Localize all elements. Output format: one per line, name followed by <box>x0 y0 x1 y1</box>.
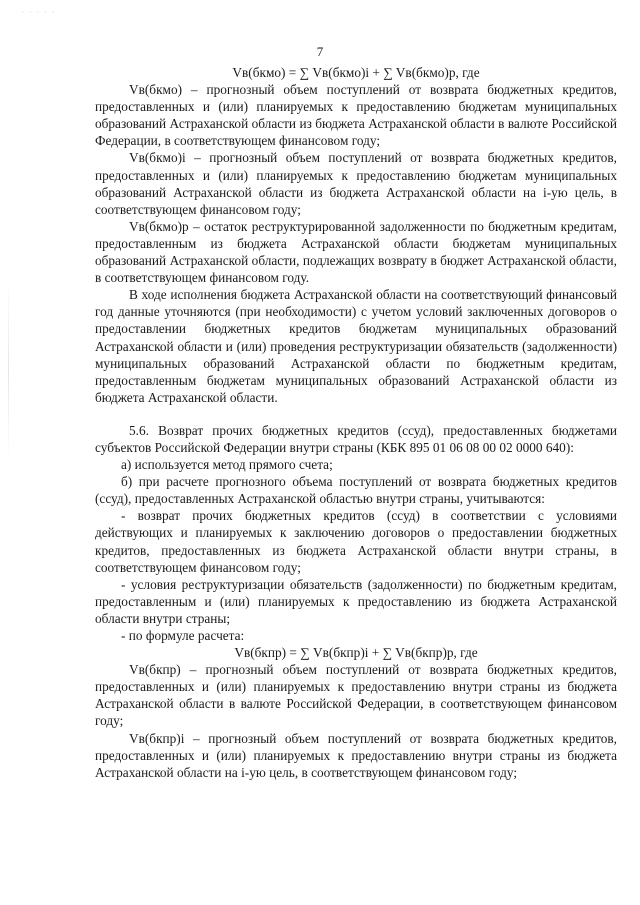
item-a: а) используется метод прямого счета; <box>121 457 333 473</box>
document-body <box>95 64 617 781</box>
section-spacer <box>95 406 617 422</box>
bullet-return-credits: - возврат прочих бюджетных кредитов (ссуд) в соответствии с условиями действующих и планируемых к заключению договоров о предоставлении бюджетных кредитов, предоставленных из бюджета Астраханской области внутри страны, в соответствующем финансовом году; <box>95 508 617 575</box>
definition-bkmo-r: Vв(бкмо)р – остаток реструктурированной задолженности по бюджетным кредитам, предоставленным из бюджета Астраханской области бюджетам муниципальных образований Астраханской области, подлежащих возврату в бюджет Астраханской области, в соответствующем финансовом году. <box>95 218 617 286</box>
page-number: 7 <box>316 44 324 59</box>
bullet-restructuring: - условия реструктуризации обязательств (задолженности) по бюджетным кредитам, предоставленным и (или) планируемых к предоставлению из бюджета Астраханской области внутри страны; <box>95 576 617 626</box>
definition-bkmo-i: Vв(бкмо)i – прогнозный объем поступлений от возврата бюджетных кредитов, предоставленных и (или) планируемых к предоставлению бюджетам муниципальных образований Астраханской области из бюджета Астраханской области на i-ую цель, в соответствующем финансовом году; <box>95 150 617 217</box>
section-heading-5-6: 5.6. Возврат прочих бюджетных кредитов (ссуд), предоставленных бюджетами субъектов Российской Федерации внутри страны (КБК 895 01 06 08 00 02 0000 640): <box>95 422 617 455</box>
definition-bkpr-i: Vв(бкпр)i – прогнозный объем поступлений от возврата бюджетных кредитов, предоставленных и (или) планируемых к предоставлению внутри страны из бюджета Астраханской области на i-ую цель, в соответствующем финансовом году; <box>95 730 617 780</box>
definition-bkpr: Vв(бкпр) – прогнозный объем поступлений от возврата бюджетных кредитов, предоставленных и (или) планируемых к предоставлению внутри страны из бюджета Астраханской области в валюте Российской Федерации, в соответствующем финансовом году; <box>95 662 617 729</box>
bullet-formula-intro: - по формуле расчета: <box>121 628 245 643</box>
definition-bkmo: Vв(бкмо) – прогнозный объем поступлений от возврата бюджетных кредитов, предоставленных и (или) планируемых к предоставлению бюджетам муниципальных образований Астраханской области из бюджета Астраханской области в валюте Российской Федерации, в соответствующем финансовом году; <box>95 82 617 149</box>
formula-bkmo: Vв(бкмо) = ∑ Vв(бкмо)i + ∑ Vв(бкмо)р, где <box>232 65 480 80</box>
scan-artifact: · · · · · <box>22 10 56 16</box>
scan-edge-shadow <box>8 280 9 460</box>
formula-bkpr: Vв(бкпр) = ∑ Vв(бкпр)i + ∑ Vв(бкпр)р, где <box>234 645 478 661</box>
paragraph-execution-note: В ходе исполнения бюджета Астраханской области на соответствующий финансовый год данные уточняются (при необходимости) с учетом условий заключенных договоров о предоставлении бюджетных кредитов бюджетам муниципальных образований Астраханской области и (или) проведения реструктуризации обязательств (задолженности) муниципальных образований Астраханской области по бюджетным кредитам, предоставленным бюджетам муниципальных образований Астраханской области из бюджета Астраханской области. <box>95 287 617 405</box>
item-b: б) при расчете прогнозного объема поступлений от возврата бюджетных кредитов (ссуд), предоставленных Астраханской областью внутри страны, учитываются: <box>95 474 617 507</box>
